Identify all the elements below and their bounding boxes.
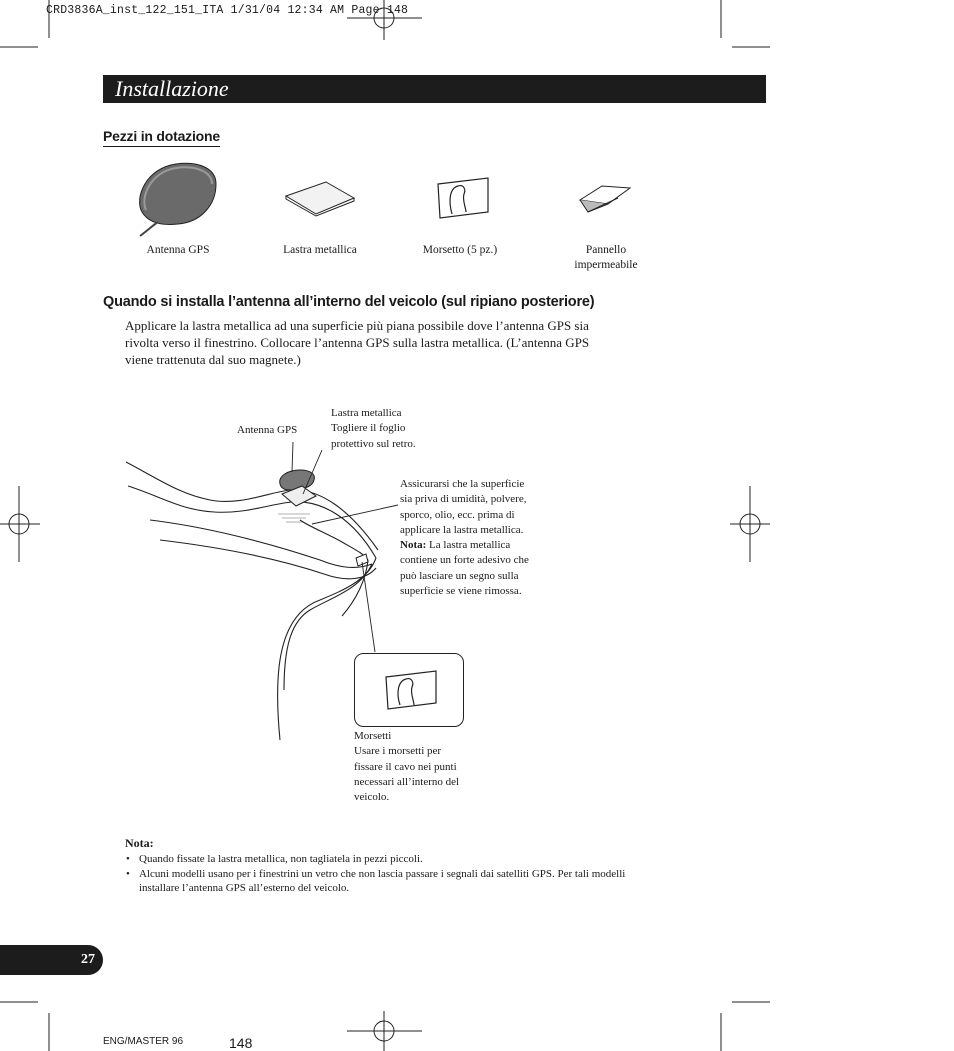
interior-body-line: Applicare la lastra metallica ad una superficie più piana possibile dove l’antenna GPS sia [125,318,589,333]
print-slug: CRD3836A_inst_122_151_ITA 1/31/04 12:34 AM Page 148 [46,4,409,17]
clamp-detail-inset [354,653,464,727]
fig-nota-first: La lastra metallica [426,539,511,552]
part-label-antenna: Antenna GPS [146,244,210,256]
fig-nota-line: contiene un forte adesivo che [400,554,529,567]
fig-label-clamps-line: Morsetti [354,730,392,742]
fig-label-plate [331,406,491,452]
footer-page-number: 148 [229,1035,253,1051]
fig-label-clamps-line: fissare il cavo nei punti [354,760,457,773]
note-heading: Nota: [125,836,154,850]
page-tab [0,945,103,975]
fig-nota-line [400,538,570,553]
page-tab-number: 27 [81,952,95,967]
fig-label-plate-line: protettivo sul retro. [331,437,416,450]
interior-heading: Quando si installa l’antenna all’interno del veicolo (sul ripiano posteriore) [103,294,595,310]
fig-label-surface-line: sporco, olio, ecc. prima di [400,508,515,521]
fig-label-antenna: Antenna GPS [237,424,298,436]
part-label-plate: Lastra metallica [283,244,357,256]
fig-label-clamps [354,729,514,805]
fig-label-clamps-line: necessari all’interno del [354,775,460,788]
interior-body-line: viene trattenuta dal suo magnete.) [125,352,301,367]
fig-label-plate-line: Togliere il foglio [331,422,406,435]
footer-master: ENG/MASTER 96 [103,1036,184,1047]
fig-nota-line: può lasciare un segno sulla [400,569,519,582]
fig-label-surface-line: sia priva di umidità, polvere, [400,493,527,506]
fig-nota-line: superficie se viene rimossa. [400,585,522,598]
fig-label-surface [400,477,570,599]
fig-nota-label: Nota: [400,539,427,552]
part-label-panel-line2: impermeabile [574,259,638,271]
fig-label-surface-line: applicare la lastra metallica. [400,523,524,536]
note-item: • Quando fissate la lastra metallica, non tagliatela in pezzi piccoli. [125,852,650,867]
note-list [125,852,650,896]
note-item: • Alcuni modelli usano per i finestrini un vetro che non lascia passare i segnali dai satelliti GPS. Per tali modelli installare l’antenna GPS all’esterno del veicolo. [125,867,650,896]
fig-label-surface-line: Assicurarsi che la superficie [400,478,525,490]
fig-label-clamps-line: Usare i morsetti per [354,745,442,758]
interior-body-line: rivolta verso il finestrino. Collocare l’antenna GPS sulla lastra metallica. (L’antenna GPS [125,335,590,350]
part-label-clamp: Morsetto (5 pz.) [422,244,498,256]
fig-label-clamps-line: veicolo. [354,791,390,804]
fig-label-plate-line: Lastra metallica [331,407,402,419]
parts-heading: Pezzi in dotazione [103,128,220,147]
part-label-panel-line1: Pannello [585,244,627,256]
section-title: Installazione [115,76,229,101]
